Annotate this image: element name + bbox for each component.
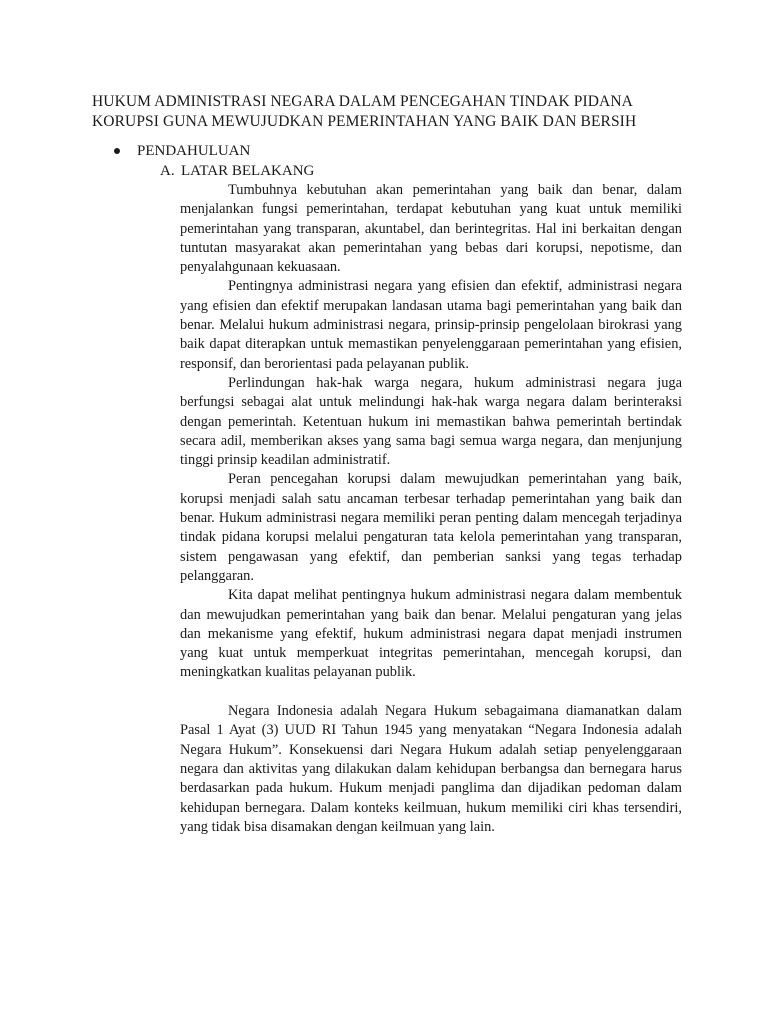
bullet-icon [114,148,120,154]
paragraph: Kita dapat melihat pentingnya hukum administrasi negara dalam membentuk dan mewujudkan pemerintahan yang baik dan benar. Melalui pengaturan yang jelas dan mekanisme yang efektif, hukum administrasi negara dapat menjadi instrumen yang kuat untuk memperkuat integritas pemerintahan, mencegah korupsi, dan meningkatkan kualitas pelayanan publik. [180,587,682,681]
section-heading: PENDAHULUAN [137,143,251,159]
title-line-1: HUKUM ADMINISTRASI NEGARA DALAM PENCEGAHAN TINDAK PIDANA [92,93,633,110]
document-title [92,92,712,131]
body-text [180,181,682,837]
section-heading-row [114,142,250,161]
paragraph: Peran pencegahan korupsi dalam mewujudkan pemerintahan yang baik, korupsi menjadi salah satu ancaman terbesar terhadap pemerintahan yang baik dan benar. Hukum administrasi negara memiliki peran penting dalam mencegah terjadinya tindak pidana korupsi melalui pengaturan tata kelola pemerintahan yang transparan, sistem pengawasan yang efektif, dan pemberian sanksi yang tegas terhadap pelanggaran. [180,471,682,584]
paragraph: Tumbuhnya kebutuhan akan pemerintahan yang baik dan benar, dalam menjalankan fungsi pemerintahan, terdapat kebutuhan yang kuat untuk memiliki pemerintahan yang transparan, akuntabel, dan berintegritas. Hal ini berkaitan dengan tuntutan masyarakat akan pemerintahan yang bebas dari korupsi, nepotisme, dan penyalahgunaan kekuasaan. [180,182,682,276]
paragraph: Perlindungan hak-hak warga negara, hukum administrasi negara juga berfungsi sebagai alat untuk melindungi hak-hak warga negara dalam berinteraksi dengan pemerintah. Ketentuan hukum ini memastikan bahwa pemerintah bertindak secara adil, memberikan akses yang sama bagi semua warga negara, dan menjunjung tinggi prinsip keadilan administratif. [180,374,682,469]
paragraph: Pentingnya administrasi negara yang efisien dan efektif, administrasi negara yang efisien dan efektif merupakan landasan utama bagi pemerintahan yang baik dan benar. Melalui hukum administrasi negara, prinsip-prinsip pengelolaan birokrasi yang baik dapat diterapkan untuk memastikan penyelenggaraan pemerintahan yang efisien, responsif, dan berorientasi pada pelayanan publik. [180,278,682,372]
subsection-heading-row [160,162,314,181]
subsection-marker: A. [160,163,175,179]
subsection-heading: LATAR BELAKANG [181,163,315,179]
paragraph: Negara Indonesia adalah Negara Hukum sebagaimana diamanatkan dalam Pasal 1 Ayat (3) UUD RI Tahun 1945 yang menyatakan “Negara Indonesia adalah Negara Hukum”. Konsekuensi dari Negara Hukum adalah setiap penyelenggaraan negara dan aktivitas yang dilakukan dalam kehidupan berbangsa dan bernegara harus berdasarkan pada hukum. Hukum menjadi panglima dan dijadikan pedoman dalam kehidupan bernegara. Dalam konteks keilmuan, hukum memiliki ciri khas tersendiri, yang tidak bisa disamakan dengan keilmuan yang lain. [180,703,682,835]
title-line-2: KORUPSI GUNA MEWUJUDKAN PEMERINTAHAN YANG BAIK DAN BERSIH [92,112,637,130]
